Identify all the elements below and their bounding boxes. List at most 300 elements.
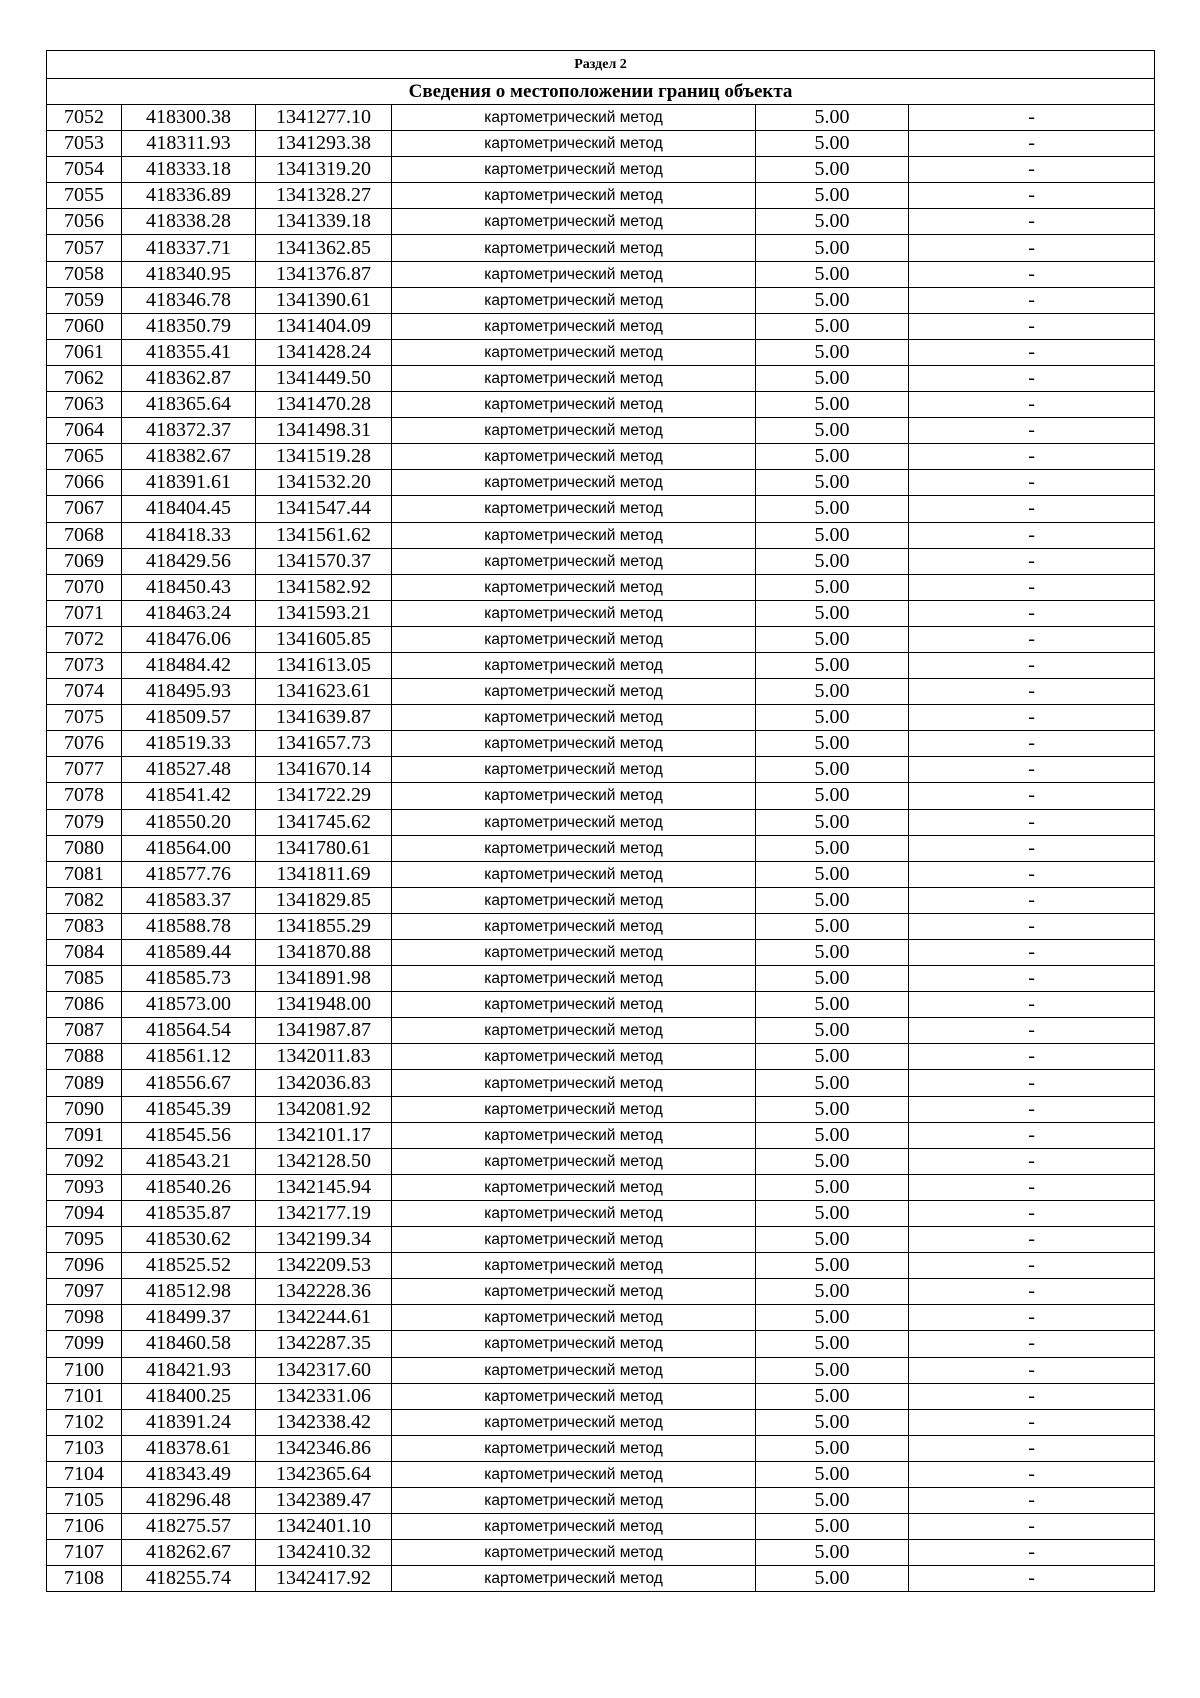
point-number-cell: 7064: [47, 418, 122, 444]
coord-x-cell: 418527.48: [122, 757, 256, 783]
description-cell: -: [909, 1487, 1155, 1513]
point-number-cell: 7068: [47, 522, 122, 548]
point-number-cell: 7107: [47, 1540, 122, 1566]
method-cell: картометрический метод: [392, 626, 756, 652]
coord-x-cell: 418589.44: [122, 940, 256, 966]
point-number-cell: 7082: [47, 887, 122, 913]
table-row: [47, 1357, 1155, 1383]
point-number-cell: 7069: [47, 548, 122, 574]
coord-y-cell: 1342417.92: [256, 1566, 392, 1592]
table-row: [47, 157, 1155, 183]
accuracy-cell: 5.00: [756, 1253, 909, 1279]
coord-y-cell: 1341811.69: [256, 861, 392, 887]
coord-y-cell: 1341532.20: [256, 470, 392, 496]
coord-x-cell: 418296.48: [122, 1487, 256, 1513]
coord-y-cell: 1342081.92: [256, 1096, 392, 1122]
point-number-cell: 7073: [47, 652, 122, 678]
coord-x-cell: 418573.00: [122, 992, 256, 1018]
method-cell: картометрический метод: [392, 313, 756, 339]
method-cell: картометрический метод: [392, 705, 756, 731]
accuracy-cell: 5.00: [756, 444, 909, 470]
coord-y-cell: 1342410.32: [256, 1540, 392, 1566]
point-number-cell: 7058: [47, 261, 122, 287]
point-number-cell: 7071: [47, 600, 122, 626]
coord-y-cell: 1341570.37: [256, 548, 392, 574]
coord-y-cell: 1341319.20: [256, 157, 392, 183]
point-number-cell: 7052: [47, 105, 122, 131]
point-number-cell: 7088: [47, 1044, 122, 1070]
coord-y-cell: 1342346.86: [256, 1435, 392, 1461]
method-cell: картометрический метод: [392, 1227, 756, 1253]
description-cell: -: [909, 1200, 1155, 1226]
point-number-cell: 7070: [47, 574, 122, 600]
method-cell: картометрический метод: [392, 679, 756, 705]
coord-y-cell: 1341428.24: [256, 339, 392, 365]
coord-x-cell: 418343.49: [122, 1461, 256, 1487]
method-cell: картометрический метод: [392, 913, 756, 939]
coord-x-cell: 418391.61: [122, 470, 256, 496]
accuracy-cell: 5.00: [756, 131, 909, 157]
accuracy-cell: 5.00: [756, 548, 909, 574]
method-cell: картометрический метод: [392, 548, 756, 574]
table-row: [47, 1514, 1155, 1540]
coord-x-cell: 418346.78: [122, 287, 256, 313]
coord-x-cell: 418338.28: [122, 209, 256, 235]
description-cell: -: [909, 496, 1155, 522]
coord-x-cell: 418564.54: [122, 1018, 256, 1044]
table-row: [47, 574, 1155, 600]
method-cell: картометрический метод: [392, 1514, 756, 1540]
description-cell: -: [909, 626, 1155, 652]
accuracy-cell: 5.00: [756, 470, 909, 496]
coord-y-cell: 1342317.60: [256, 1357, 392, 1383]
accuracy-cell: 5.00: [756, 522, 909, 548]
point-number-cell: 7067: [47, 496, 122, 522]
accuracy-cell: 5.00: [756, 157, 909, 183]
coord-x-cell: 418355.41: [122, 339, 256, 365]
description-cell: -: [909, 1070, 1155, 1096]
point-number-cell: 7053: [47, 131, 122, 157]
accuracy-cell: 5.00: [756, 940, 909, 966]
description-cell: -: [909, 105, 1155, 131]
method-cell: картометрический метод: [392, 861, 756, 887]
table-row: [47, 1253, 1155, 1279]
method-cell: картометрический метод: [392, 209, 756, 235]
coord-x-cell: 418463.24: [122, 600, 256, 626]
coord-x-cell: 418525.52: [122, 1253, 256, 1279]
coord-y-cell: 1341657.73: [256, 731, 392, 757]
coord-y-cell: 1341561.62: [256, 522, 392, 548]
point-number-cell: 7086: [47, 992, 122, 1018]
method-cell: картометрический метод: [392, 261, 756, 287]
coord-x-cell: 418564.00: [122, 835, 256, 861]
method-cell: картометрический метод: [392, 1461, 756, 1487]
table-row: [47, 392, 1155, 418]
point-number-cell: 7060: [47, 313, 122, 339]
method-cell: картометрический метод: [392, 887, 756, 913]
accuracy-cell: 5.00: [756, 1540, 909, 1566]
point-number-cell: 7102: [47, 1409, 122, 1435]
table-row: [47, 105, 1155, 131]
accuracy-cell: 5.00: [756, 1566, 909, 1592]
method-cell: картометрический метод: [392, 783, 756, 809]
point-number-cell: 7084: [47, 940, 122, 966]
accuracy-cell: 5.00: [756, 887, 909, 913]
description-cell: -: [909, 757, 1155, 783]
table-row: [47, 548, 1155, 574]
coord-x-cell: 418545.39: [122, 1096, 256, 1122]
accuracy-cell: 5.00: [756, 1096, 909, 1122]
method-cell: картометрический метод: [392, 105, 756, 131]
accuracy-cell: 5.00: [756, 861, 909, 887]
coord-y-cell: 1342389.47: [256, 1487, 392, 1513]
coord-x-cell: 418484.42: [122, 652, 256, 678]
table-row: [47, 183, 1155, 209]
method-cell: картометрический метод: [392, 496, 756, 522]
point-number-cell: 7083: [47, 913, 122, 939]
coord-y-cell: 1341722.29: [256, 783, 392, 809]
description-cell: -: [909, 835, 1155, 861]
method-cell: картометрический метод: [392, 809, 756, 835]
table-row: [47, 444, 1155, 470]
table-row: [47, 1096, 1155, 1122]
coord-x-cell: 418460.58: [122, 1331, 256, 1357]
coord-x-cell: 418450.43: [122, 574, 256, 600]
accuracy-cell: 5.00: [756, 392, 909, 418]
coord-y-cell: 1341328.27: [256, 183, 392, 209]
point-number-cell: 7055: [47, 183, 122, 209]
accuracy-cell: 5.00: [756, 1514, 909, 1540]
description-cell: -: [909, 1409, 1155, 1435]
description-cell: -: [909, 1305, 1155, 1331]
table-row: [47, 626, 1155, 652]
description-cell: -: [909, 731, 1155, 757]
coord-x-cell: 418588.78: [122, 913, 256, 939]
description-cell: -: [909, 887, 1155, 913]
table-row: [47, 1070, 1155, 1096]
method-cell: картометрический метод: [392, 1018, 756, 1044]
table-row: [47, 496, 1155, 522]
method-cell: картометрический метод: [392, 1096, 756, 1122]
coord-x-cell: 418550.20: [122, 809, 256, 835]
description-cell: -: [909, 1227, 1155, 1253]
accuracy-cell: 5.00: [756, 992, 909, 1018]
coord-y-cell: 1341293.38: [256, 131, 392, 157]
point-number-cell: 7100: [47, 1357, 122, 1383]
accuracy-cell: 5.00: [756, 731, 909, 757]
table-row: [47, 1227, 1155, 1253]
coord-x-cell: 418362.87: [122, 365, 256, 391]
coord-x-cell: 418300.38: [122, 105, 256, 131]
table-row: [47, 1566, 1155, 1592]
table-row: [47, 1435, 1155, 1461]
point-number-cell: 7090: [47, 1096, 122, 1122]
accuracy-cell: 5.00: [756, 1487, 909, 1513]
coord-y-cell: 1342145.94: [256, 1174, 392, 1200]
coord-y-cell: 1341780.61: [256, 835, 392, 861]
method-cell: картометрический метод: [392, 235, 756, 261]
method-cell: картометрический метод: [392, 1148, 756, 1174]
coord-y-cell: 1341470.28: [256, 392, 392, 418]
coord-x-cell: 418275.57: [122, 1514, 256, 1540]
accuracy-cell: 5.00: [756, 705, 909, 731]
table-row: [47, 261, 1155, 287]
accuracy-cell: 5.00: [756, 913, 909, 939]
coord-x-cell: 418255.74: [122, 1566, 256, 1592]
coord-y-cell: 1341745.62: [256, 809, 392, 835]
point-number-cell: 7104: [47, 1461, 122, 1487]
accuracy-cell: 5.00: [756, 1383, 909, 1409]
coord-x-cell: 418400.25: [122, 1383, 256, 1409]
table-row: [47, 1383, 1155, 1409]
method-cell: картометрический метод: [392, 1305, 756, 1331]
coord-y-cell: 1342209.53: [256, 1253, 392, 1279]
coord-x-cell: 418429.56: [122, 548, 256, 574]
point-number-cell: 7108: [47, 1566, 122, 1592]
coord-y-cell: 1342101.17: [256, 1122, 392, 1148]
coord-x-cell: 418382.67: [122, 444, 256, 470]
section-label: Раздел 2: [47, 51, 1155, 79]
accuracy-cell: 5.00: [756, 574, 909, 600]
description-cell: -: [909, 183, 1155, 209]
table-row: [47, 1279, 1155, 1305]
point-number-cell: 7085: [47, 966, 122, 992]
accuracy-cell: 5.00: [756, 626, 909, 652]
accuracy-cell: 5.00: [756, 783, 909, 809]
table-row: [47, 1018, 1155, 1044]
point-number-cell: 7063: [47, 392, 122, 418]
coord-x-cell: 418530.62: [122, 1227, 256, 1253]
point-number-cell: 7093: [47, 1174, 122, 1200]
accuracy-cell: 5.00: [756, 1044, 909, 1070]
coord-x-cell: 418535.87: [122, 1200, 256, 1226]
coord-y-cell: 1341277.10: [256, 105, 392, 131]
coord-x-cell: 418378.61: [122, 1435, 256, 1461]
point-number-cell: 7066: [47, 470, 122, 496]
description-cell: -: [909, 1383, 1155, 1409]
point-number-cell: 7059: [47, 287, 122, 313]
coord-x-cell: 418540.26: [122, 1174, 256, 1200]
coord-y-cell: 1341449.50: [256, 365, 392, 391]
table-row: [47, 757, 1155, 783]
table-row: [47, 1305, 1155, 1331]
accuracy-cell: 5.00: [756, 757, 909, 783]
description-cell: -: [909, 809, 1155, 835]
coord-x-cell: 418391.24: [122, 1409, 256, 1435]
description-cell: -: [909, 966, 1155, 992]
coord-x-cell: 418512.98: [122, 1279, 256, 1305]
coord-x-cell: 418545.56: [122, 1122, 256, 1148]
point-number-cell: 7103: [47, 1435, 122, 1461]
table-row: [47, 679, 1155, 705]
description-cell: -: [909, 1279, 1155, 1305]
accuracy-cell: 5.00: [756, 1409, 909, 1435]
method-cell: картометрический метод: [392, 157, 756, 183]
table-row: [47, 809, 1155, 835]
description-cell: -: [909, 522, 1155, 548]
method-cell: картометрический метод: [392, 757, 756, 783]
accuracy-cell: 5.00: [756, 600, 909, 626]
description-cell: -: [909, 444, 1155, 470]
method-cell: картометрический метод: [392, 1357, 756, 1383]
method-cell: картометрический метод: [392, 1435, 756, 1461]
method-cell: картометрический метод: [392, 1279, 756, 1305]
method-cell: картометрический метод: [392, 1331, 756, 1357]
method-cell: картометрический метод: [392, 992, 756, 1018]
coord-x-cell: 418421.93: [122, 1357, 256, 1383]
point-number-cell: 7080: [47, 835, 122, 861]
table-row: [47, 992, 1155, 1018]
accuracy-cell: 5.00: [756, 809, 909, 835]
method-cell: картометрический метод: [392, 470, 756, 496]
table-row: [47, 209, 1155, 235]
method-cell: картометрический метод: [392, 392, 756, 418]
accuracy-cell: 5.00: [756, 1305, 909, 1331]
point-number-cell: 7056: [47, 209, 122, 235]
coord-y-cell: 1342011.83: [256, 1044, 392, 1070]
coord-x-cell: 418561.12: [122, 1044, 256, 1070]
table-row: [47, 1487, 1155, 1513]
coord-x-cell: 418556.67: [122, 1070, 256, 1096]
method-cell: картометрический метод: [392, 1540, 756, 1566]
description-cell: -: [909, 600, 1155, 626]
accuracy-cell: 5.00: [756, 1018, 909, 1044]
coord-x-cell: 418340.95: [122, 261, 256, 287]
coord-y-cell: 1342199.34: [256, 1227, 392, 1253]
accuracy-cell: 5.00: [756, 1461, 909, 1487]
method-cell: картометрический метод: [392, 287, 756, 313]
point-number-cell: 7105: [47, 1487, 122, 1513]
coord-x-cell: 418476.06: [122, 626, 256, 652]
point-number-cell: 7072: [47, 626, 122, 652]
coord-x-cell: 418585.73: [122, 966, 256, 992]
coord-x-cell: 418418.33: [122, 522, 256, 548]
description-cell: -: [909, 679, 1155, 705]
coord-y-cell: 1341670.14: [256, 757, 392, 783]
point-number-cell: 7078: [47, 783, 122, 809]
method-cell: картометрический метод: [392, 600, 756, 626]
table-row: [47, 731, 1155, 757]
accuracy-cell: 5.00: [756, 418, 909, 444]
table-row: [47, 1331, 1155, 1357]
table-row: [47, 1122, 1155, 1148]
coord-y-cell: 1341829.85: [256, 887, 392, 913]
coord-y-cell: 1341605.85: [256, 626, 392, 652]
coord-y-cell: 1342338.42: [256, 1409, 392, 1435]
table-row: [47, 287, 1155, 313]
coord-y-cell: 1341870.88: [256, 940, 392, 966]
method-cell: картометрический метод: [392, 522, 756, 548]
point-number-cell: 7074: [47, 679, 122, 705]
accuracy-cell: 5.00: [756, 1148, 909, 1174]
accuracy-cell: 5.00: [756, 1174, 909, 1200]
point-number-cell: 7106: [47, 1514, 122, 1540]
table-row: [47, 1174, 1155, 1200]
method-cell: картометрический метод: [392, 835, 756, 861]
point-number-cell: 7096: [47, 1253, 122, 1279]
description-cell: -: [909, 1566, 1155, 1592]
description-cell: -: [909, 365, 1155, 391]
point-number-cell: 7081: [47, 861, 122, 887]
accuracy-cell: 5.00: [756, 1070, 909, 1096]
point-number-cell: 7099: [47, 1331, 122, 1357]
point-number-cell: 7097: [47, 1279, 122, 1305]
table-row: [47, 705, 1155, 731]
point-number-cell: 7087: [47, 1018, 122, 1044]
coord-x-cell: 418262.67: [122, 1540, 256, 1566]
description-cell: -: [909, 470, 1155, 496]
point-number-cell: 7092: [47, 1148, 122, 1174]
coord-y-cell: 1341376.87: [256, 261, 392, 287]
description-cell: -: [909, 913, 1155, 939]
accuracy-cell: 5.00: [756, 339, 909, 365]
table-row: [47, 235, 1155, 261]
accuracy-cell: 5.00: [756, 365, 909, 391]
method-cell: картометрический метод: [392, 1487, 756, 1513]
description-cell: -: [909, 1122, 1155, 1148]
table-row: [47, 1409, 1155, 1435]
boundary-coordinates-table: [46, 50, 1155, 1592]
method-cell: картометрический метод: [392, 365, 756, 391]
table-row: [47, 131, 1155, 157]
coord-x-cell: 418509.57: [122, 705, 256, 731]
coord-x-cell: 418499.37: [122, 1305, 256, 1331]
point-number-cell: 7075: [47, 705, 122, 731]
table-row: [47, 1044, 1155, 1070]
description-cell: -: [909, 1174, 1155, 1200]
table-row: [47, 966, 1155, 992]
method-cell: картометрический метод: [392, 183, 756, 209]
method-cell: картометрический метод: [392, 1383, 756, 1409]
coord-y-cell: 1342331.06: [256, 1383, 392, 1409]
coord-y-cell: 1342244.61: [256, 1305, 392, 1331]
description-cell: -: [909, 1018, 1155, 1044]
description-cell: -: [909, 392, 1155, 418]
accuracy-cell: 5.00: [756, 1200, 909, 1226]
description-cell: -: [909, 339, 1155, 365]
table-row: [47, 1200, 1155, 1226]
table-row: [47, 365, 1155, 391]
table-row: [47, 1540, 1155, 1566]
description-cell: -: [909, 652, 1155, 678]
description-cell: -: [909, 783, 1155, 809]
coord-x-cell: 418372.37: [122, 418, 256, 444]
coord-y-cell: 1341593.21: [256, 600, 392, 626]
description-cell: -: [909, 1540, 1155, 1566]
coord-y-cell: 1341390.61: [256, 287, 392, 313]
coord-y-cell: 1342365.64: [256, 1461, 392, 1487]
description-cell: -: [909, 287, 1155, 313]
table-row: [47, 887, 1155, 913]
coord-x-cell: 418333.18: [122, 157, 256, 183]
coord-x-cell: 418541.42: [122, 783, 256, 809]
description-cell: -: [909, 1461, 1155, 1487]
coord-x-cell: 418577.76: [122, 861, 256, 887]
description-cell: -: [909, 1044, 1155, 1070]
method-cell: картометрический метод: [392, 574, 756, 600]
accuracy-cell: 5.00: [756, 105, 909, 131]
point-number-cell: 7076: [47, 731, 122, 757]
coord-y-cell: 1341362.85: [256, 235, 392, 261]
coord-y-cell: 1341404.09: [256, 313, 392, 339]
point-number-cell: 7079: [47, 809, 122, 835]
method-cell: картометрический метод: [392, 339, 756, 365]
description-cell: -: [909, 1096, 1155, 1122]
coord-x-cell: 418337.71: [122, 235, 256, 261]
coord-y-cell: 1341613.05: [256, 652, 392, 678]
table-row: [47, 913, 1155, 939]
description-cell: -: [909, 209, 1155, 235]
